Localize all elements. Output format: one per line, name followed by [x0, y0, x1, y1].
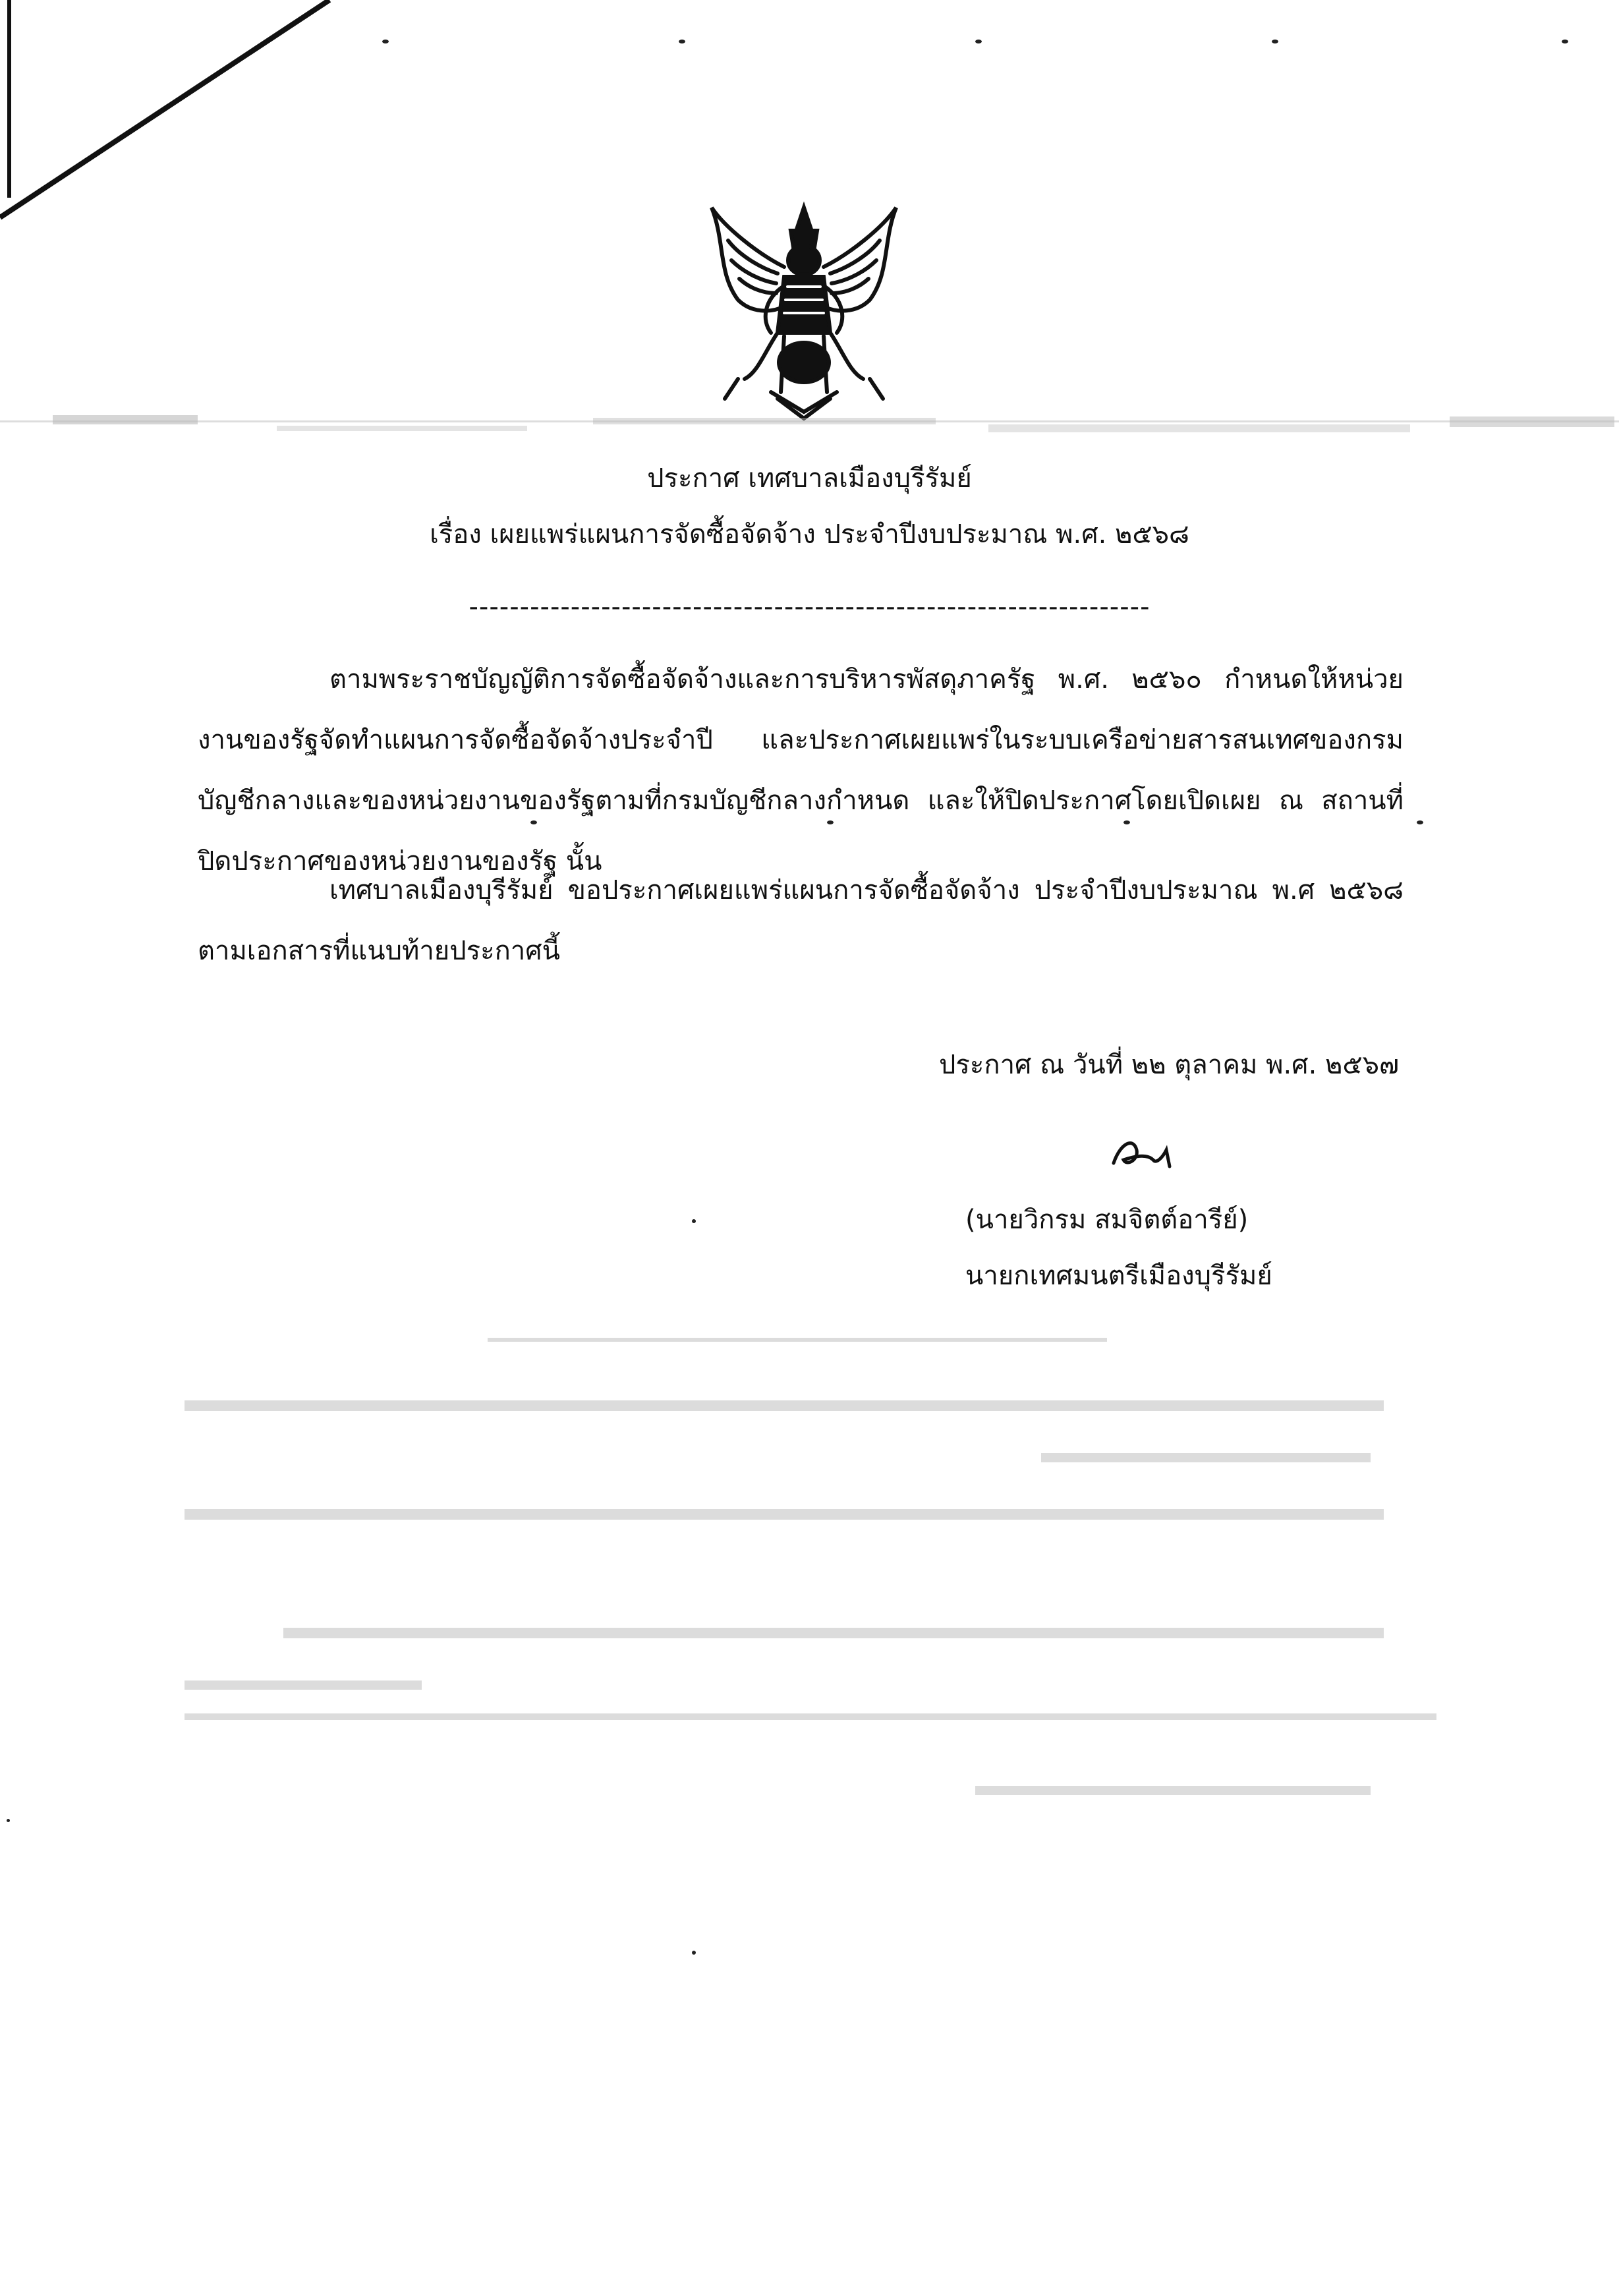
- scan-corner-fold: [0, 0, 343, 237]
- scan-speck: [827, 820, 834, 824]
- body-paragraph-1: ตามพระราชบัญญัติการจัดซื้อจัดจ้างและการบริหารพัสดุภาครัฐ พ.ศ. ๒๕๖๐ กำหนดให้หน่วยงานของรัฐจัดทำแผนการจัดซื้อจัดจ้างประจำปี และประกาศเผยแพร่ในระบบเครือข่ายสารสนเทศของกรมบัญชีกลางและของหน่วยงานของรัฐตามที่กรมบัญชีกลางกำหนด และให้ปิดประกาศโดยเปิดเผย ณ สถานที่ปิดประกาศของหน่วยงานของรัฐ นั้น: [198, 664, 1404, 876]
- announcement-title: ประกาศ เทศบาลเมืองบุรีรัมย์: [647, 463, 972, 494]
- garuda-emblem-icon: [698, 201, 909, 422]
- scan-speck: [1123, 820, 1130, 824]
- scan-noise-band: [0, 409, 1619, 448]
- scan-speck: [7, 1819, 10, 1822]
- scan-speck: [530, 820, 537, 824]
- signer-position: นายกเทศมนตรีเมืองบุรีรัมย์: [965, 1261, 1272, 1291]
- scan-speck: [975, 40, 982, 43]
- scan-speck: [679, 40, 685, 43]
- signer-name: (นายวิกรม สมจิตต์อารีย์): [965, 1205, 1249, 1235]
- body-paragraph-2: เทศบาลเมืองบุรีรัมย์ ขอประกาศเผยแพร่แผนการจัดซื้อจัดจ้าง ประจำปีงบประมาณ พ.ศ ๒๕๖๘ ตามเอกสารที่แนบท้ายประกาศนี้: [198, 875, 1404, 966]
- scan-speck: [1562, 40, 1568, 43]
- scan-speck: [382, 40, 389, 43]
- scan-speck: [1272, 40, 1278, 43]
- divider-line: -------------------------------------------------------------------: [469, 592, 1150, 622]
- handwritten-signature-icon: [1107, 1130, 1186, 1176]
- announcement-date: ประกาศ ณ วันที่ ๒๒ ตุลาคม พ.ศ. ๒๕๖๗: [939, 1050, 1400, 1080]
- announcement-subject: เรื่อง เผยแพร่แผนการจัดซื้อจัดจ้าง ประจำปีงบประมาณ พ.ศ. ๒๕๖๘: [430, 519, 1189, 550]
- scan-speck: [692, 1219, 696, 1223]
- scan-speck: [1417, 820, 1423, 824]
- reverse-bleed-through: [185, 1331, 1436, 1806]
- scan-speck: [692, 1951, 696, 1955]
